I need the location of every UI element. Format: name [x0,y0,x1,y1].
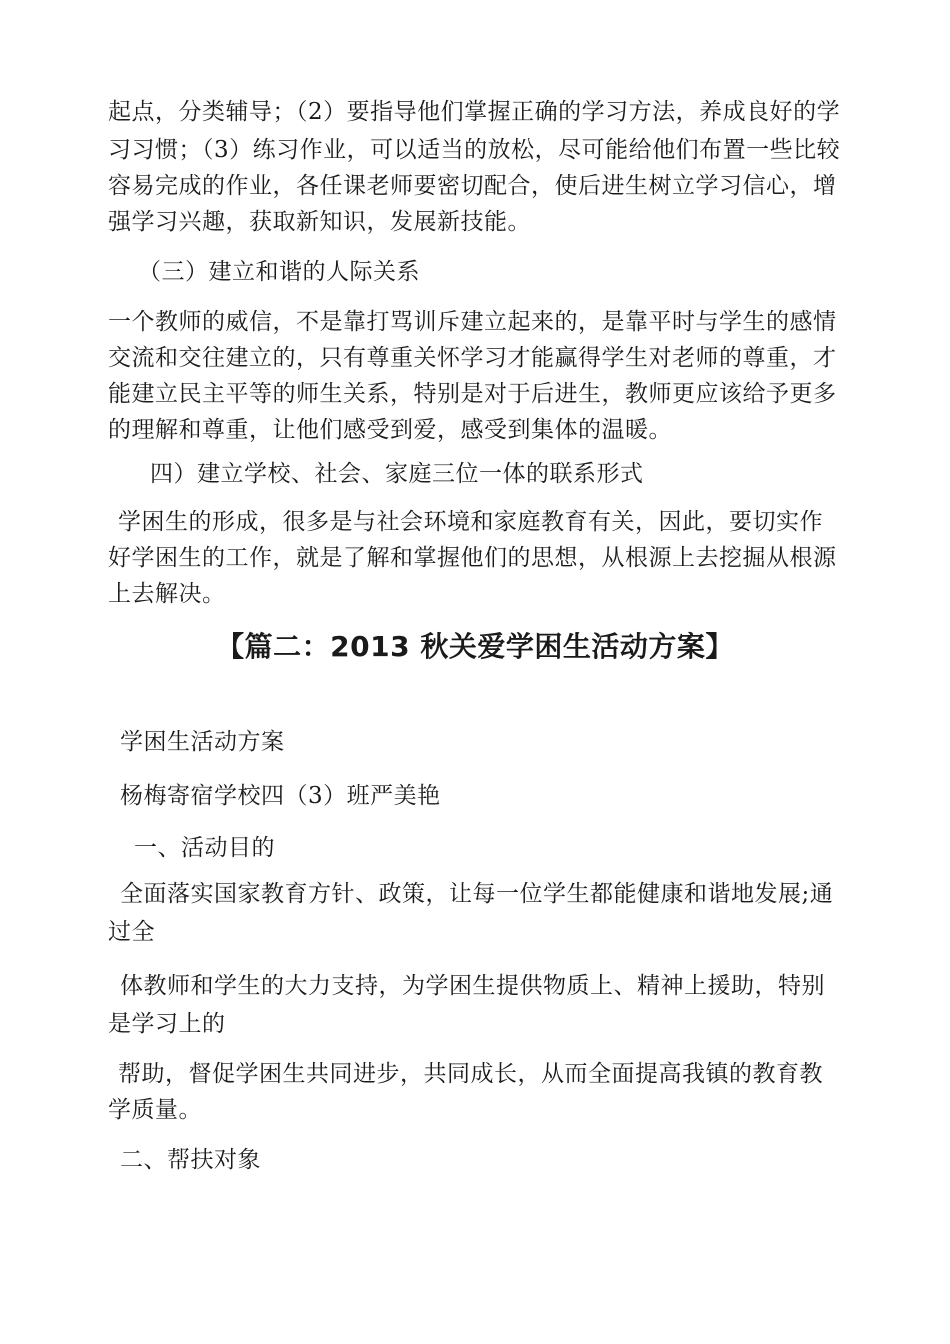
body-text-line: 学困生的形成，很多是与社会环境和家庭教育有关，因此，要切实作 [118,509,823,535]
body-text-line: 上去解决。 [108,581,226,607]
body-text-line: 好学困生的工作，就是了解和掌握他们的思想，从根源上去挖掘从根源 [108,545,837,571]
body-text-line: 是学习上的 [108,1011,226,1037]
body-text-line: 容易完成的作业，各任课老师要密切配合，使后进生树立学习信心，增 [108,173,837,199]
plan-title: 学困生活动方案 [120,729,285,755]
body-text-line: 能建立民主平等的师生关系，特别是对于后进生，教师更应该给予更多 [108,381,837,407]
body-text-line: 帮助，督促学困生共同进步，共同成长，从而全面提高我镇的教育教 [118,1061,823,1087]
plan-author: 杨梅寄宿学校四（3）班严美艳 [120,783,441,809]
body-text-line: 习习惯；（3）练习作业，可以适当的放松，尽可能给他们布置一些比较 [108,137,841,163]
body-text-line: 起点，分类辅导；（2）要指导他们掌握正确的学习方法，养成良好的学 [108,99,841,125]
body-text-line: 的理解和尊重，让他们感受到爱，感受到集体的温暖。 [108,417,672,443]
plan-heading: 一、活动目的 [134,835,275,861]
body-text-line: 学质量。 [108,1097,202,1123]
body-text-line: 交流和交往建立的，只有尊重关怀学习才能赢得学生对老师的尊重，才 [108,345,837,371]
section-heading: （三）建立和谐的人际关系 [138,259,420,285]
body-text-line: 全面落实国家教育方针、政策，让每一位学生都能健康和谐地发展;通 [120,881,834,907]
plan-heading: 二、帮扶对象 [120,1147,261,1173]
body-text-line: 体教师和学生的大力支持，为学困生提供物质上、精神上援助，特别 [120,973,825,999]
body-text-line: 强学习兴趣，获取新知识，发展新技能。 [108,209,531,235]
body-text-line: 一个教师的威信，不是靠打骂训斥建立起来的，是靠平时与学生的感情 [108,309,837,335]
section-title: 【篇二：2013 秋关爱学困生活动方案】 [216,630,734,663]
body-text-line: 过全 [108,919,155,945]
section-heading: 四）建立学校、社会、家庭三位一体的联系形式 [150,461,644,487]
